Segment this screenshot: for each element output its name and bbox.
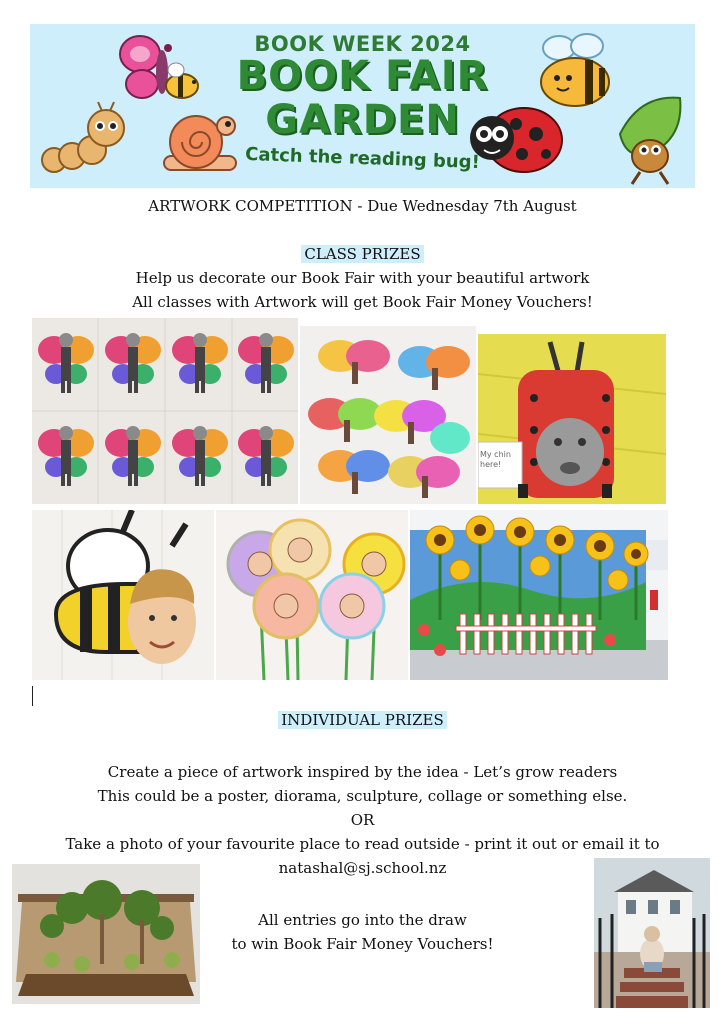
competition-due-line: ARTWORK COMPETITION - Due Wednesday 7th August <box>148 197 577 215</box>
sunflower-garden-display-photo <box>410 510 668 680</box>
ladybug-photo-note: My chin here! <box>480 450 511 469</box>
butterfly-kids-photo <box>32 318 298 504</box>
individual-prizes-line1: Create a piece of artwork inspired by the idea - Let’s grow readers <box>107 763 618 781</box>
draw-line2: to win Book Fair Money Vouchers! <box>231 935 494 953</box>
banner-title-line1: BOOK FAIR <box>236 53 489 99</box>
individual-prizes-line2: This could be a poster, diorama, sculpture, collage or something else. <box>97 787 628 805</box>
banner-week-label: BOOK WEEK 2024 <box>254 32 471 56</box>
paper-butterflies-photo <box>300 326 476 504</box>
individual-prizes-or: OR <box>350 811 375 829</box>
book-fair-banner <box>30 24 695 188</box>
draw-line1: All entries go into the draw <box>258 911 467 929</box>
individual-prizes-line3: Take a photo of your favourite place to read outside - print it out or email it to <box>65 835 660 853</box>
class-prizes-line2: All classes with Artwork will get Book Fair Money Vouchers! <box>132 293 593 311</box>
individual-prizes-heading <box>0 710 725 730</box>
class-prizes-heading <box>0 244 725 264</box>
flower-faces-photo <box>216 510 408 680</box>
entry-email: natashal@sj.school.nz <box>278 859 447 877</box>
class-prizes-line1: Help us decorate our Book Fair with your beautiful artwork <box>135 269 590 287</box>
banner-tagline: Catch the reading bug! <box>244 143 481 174</box>
book-diorama-photo <box>12 864 200 1004</box>
banner-title <box>30 54 695 142</box>
individual-prizes-heading-text: INDIVIDUAL PRIZES <box>278 711 447 729</box>
ladybug-craft-photo <box>478 334 666 504</box>
class-prizes-heading-text: CLASS PRIZES <box>301 245 423 263</box>
text-cursor <box>32 686 33 706</box>
bee-craft-photo <box>32 510 214 680</box>
reading-outside-photo <box>594 858 710 1008</box>
banner-title-line2: GARDEN <box>265 97 460 143</box>
